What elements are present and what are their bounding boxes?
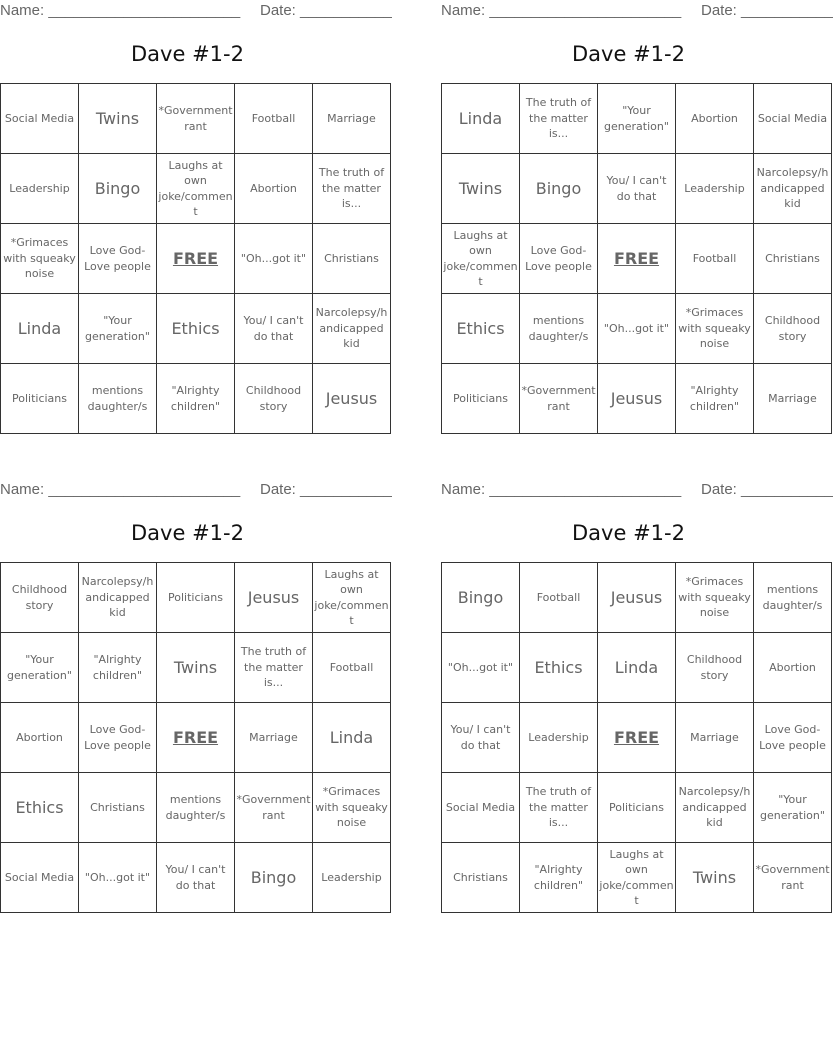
grid-cell: Christians [313, 224, 391, 294]
grid-cell: *Government rant [235, 773, 313, 843]
grid-row [1, 364, 391, 434]
grid-cell: Abortion [1, 703, 79, 773]
grid-row [442, 224, 832, 294]
grid-cell: Football [520, 563, 598, 633]
grid-cell: Linda [1, 294, 79, 364]
grid-cell: Bingo [520, 154, 598, 224]
grid-cell: Social Media [442, 773, 520, 843]
grid-cell: Social Media [1, 843, 79, 913]
card-title: Dave #1-2 [131, 42, 244, 66]
grid-cell: *Grimaces with squeaky noise [1, 224, 79, 294]
grid-cell: Narcolepsy/handicapped kid [79, 563, 157, 633]
grid-cell: *Grimaces with squeaky noise [676, 294, 754, 364]
grid-cell: Love God-Love people [754, 703, 832, 773]
grid-cell: Politicians [157, 563, 235, 633]
name-date-line [0, 0, 392, 22]
grid-row [1, 224, 391, 294]
grid-cell: mentions daughter/s [157, 773, 235, 843]
grid-cell: Football [313, 633, 391, 703]
grid-row [442, 364, 832, 434]
grid-cell: Politicians [598, 773, 676, 843]
free-cell: FREE [157, 703, 235, 773]
grid-cell: Laughs at own joke/comment [157, 154, 235, 224]
grid-cell: Abortion [235, 154, 313, 224]
bingo-grid [0, 83, 391, 434]
grid-cell: Marriage [313, 84, 391, 154]
grid-cell: You/ I can't do that [157, 843, 235, 913]
grid-cell: Linda [313, 703, 391, 773]
card-title: Dave #1-2 [572, 42, 685, 66]
grid-cell: Narcolepsy/handicapped kid [754, 154, 832, 224]
grid-cell: Love God-Love people [79, 224, 157, 294]
grid-cell: Linda [442, 84, 520, 154]
free-cell: FREE [157, 224, 235, 294]
grid-cell: Twins [442, 154, 520, 224]
grid-cell: Jeusus [598, 563, 676, 633]
grid-row [442, 563, 832, 633]
grid-cell: Politicians [1, 364, 79, 434]
grid-cell: Ethics [1, 773, 79, 843]
grid-cell: Twins [676, 843, 754, 913]
grid-cell: Jeusus [598, 364, 676, 434]
name-label: Name: _______________________ [0, 481, 241, 498]
grid-cell: *Grimaces with squeaky noise [676, 563, 754, 633]
grid-cell: The truth of the matter is... [520, 773, 598, 843]
grid-cell: "Your generation" [1, 633, 79, 703]
grid-cell: "Your generation" [79, 294, 157, 364]
grid-cell: The truth of the matter is... [235, 633, 313, 703]
name-label: Name: _______________________ [441, 2, 682, 19]
grid-cell: Ethics [520, 633, 598, 703]
grid-cell: Twins [79, 84, 157, 154]
grid-cell: Leadership [520, 703, 598, 773]
grid-cell: Abortion [754, 633, 832, 703]
name-label: Name: _______________________ [0, 2, 241, 19]
grid-cell: Football [676, 224, 754, 294]
grid-cell: Laughs at own joke/comment [598, 843, 676, 913]
free-cell: FREE [598, 703, 676, 773]
grid-row [1, 154, 391, 224]
grid-cell: "Alrighty children" [676, 364, 754, 434]
grid-cell: Narcolepsy/handicapped kid [676, 773, 754, 843]
grid-cell: The truth of the matter is... [520, 84, 598, 154]
date-label: Date: ___________ [260, 481, 392, 498]
grid-cell: Social Media [754, 84, 832, 154]
grid-cell: Christians [754, 224, 832, 294]
grid-cell: Childhood story [1, 563, 79, 633]
grid-cell: Bingo [235, 843, 313, 913]
card-title: Dave #1-2 [572, 521, 685, 545]
grid-cell: "Alrighty children" [520, 843, 598, 913]
grid-cell: mentions daughter/s [520, 294, 598, 364]
grid-cell: "Oh...got it" [442, 633, 520, 703]
grid-cell: You/ I can't do that [235, 294, 313, 364]
bingo-grid [0, 562, 391, 913]
grid-row [442, 294, 832, 364]
grid-cell: "Oh...got it" [598, 294, 676, 364]
grid-cell: Marriage [754, 364, 832, 434]
free-cell: FREE [598, 224, 676, 294]
grid-cell: "Oh...got it" [79, 843, 157, 913]
grid-cell: Narcolepsy/handicapped kid [313, 294, 391, 364]
grid-cell: Childhood story [676, 633, 754, 703]
grid-cell: Leadership [1, 154, 79, 224]
grid-row [1, 703, 391, 773]
grid-cell: Ethics [157, 294, 235, 364]
grid-row [442, 154, 832, 224]
bingo-grid [441, 562, 832, 913]
grid-cell: "Your generation" [754, 773, 832, 843]
grid-cell: Childhood story [235, 364, 313, 434]
grid-cell: Football [235, 84, 313, 154]
name-date-line [0, 479, 392, 501]
grid-row [442, 843, 832, 913]
name-label: Name: _______________________ [441, 481, 682, 498]
grid-cell: Ethics [442, 294, 520, 364]
grid-cell: Marriage [235, 703, 313, 773]
grid-row [1, 294, 391, 364]
date-label: Date: ___________ [260, 2, 392, 19]
grid-row [442, 633, 832, 703]
grid-row [1, 563, 391, 633]
name-date-line [441, 479, 833, 501]
grid-cell: You/ I can't do that [598, 154, 676, 224]
grid-cell: *Grimaces with squeaky noise [313, 773, 391, 843]
grid-row [442, 773, 832, 843]
bingo-grid [441, 83, 832, 434]
grid-cell: *Government rant [157, 84, 235, 154]
grid-cell: Laughs at own joke/comment [313, 563, 391, 633]
date-label: Date: ___________ [701, 2, 833, 19]
grid-cell: mentions daughter/s [79, 364, 157, 434]
grid-cell: Love God-Love people [520, 224, 598, 294]
grid-cell: Marriage [676, 703, 754, 773]
grid-row [1, 773, 391, 843]
grid-cell: The truth of the matter is... [313, 154, 391, 224]
grid-cell: mentions daughter/s [754, 563, 832, 633]
grid-cell: Christians [442, 843, 520, 913]
grid-cell: Leadership [313, 843, 391, 913]
grid-cell: "Your generation" [598, 84, 676, 154]
grid-cell: Social Media [1, 84, 79, 154]
grid-cell: Jeusus [235, 563, 313, 633]
grid-cell: "Oh...got it" [235, 224, 313, 294]
grid-cell: Love God-Love people [79, 703, 157, 773]
grid-cell: "Alrighty children" [157, 364, 235, 434]
grid-row [1, 84, 391, 154]
grid-row [1, 843, 391, 913]
grid-cell: Politicians [442, 364, 520, 434]
name-date-line [441, 0, 833, 22]
grid-row [1, 633, 391, 703]
grid-cell: Twins [157, 633, 235, 703]
grid-cell: Jeusus [313, 364, 391, 434]
grid-row [442, 703, 832, 773]
grid-cell: Laughs at own joke/comment [442, 224, 520, 294]
grid-cell: Abortion [676, 84, 754, 154]
grid-cell: Childhood story [754, 294, 832, 364]
grid-cell: *Government rant [754, 843, 832, 913]
grid-cell: You/ I can't do that [442, 703, 520, 773]
grid-cell: *Government rant [520, 364, 598, 434]
grid-cell: Christians [79, 773, 157, 843]
card-title: Dave #1-2 [131, 521, 244, 545]
grid-cell: Linda [598, 633, 676, 703]
date-label: Date: ___________ [701, 481, 833, 498]
grid-cell: Bingo [79, 154, 157, 224]
grid-cell: Leadership [676, 154, 754, 224]
grid-cell: Bingo [442, 563, 520, 633]
grid-row [442, 84, 832, 154]
grid-cell: "Alrighty children" [79, 633, 157, 703]
